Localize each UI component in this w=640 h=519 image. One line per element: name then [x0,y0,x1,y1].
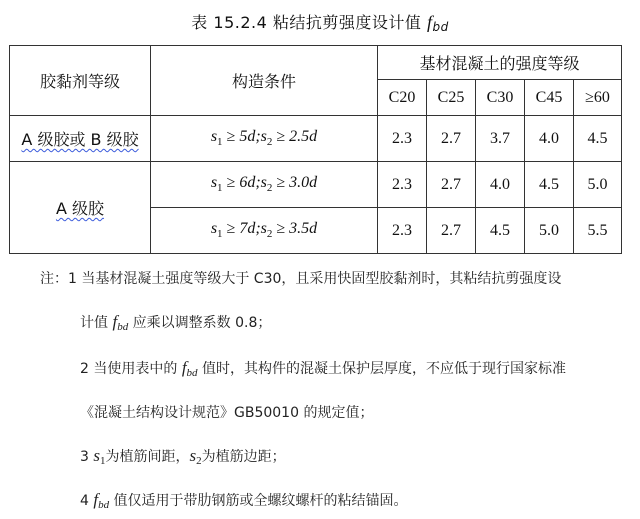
note-1-line-b: 计值 $f_{bd}$ 应乘以调整系数 0.8； [80,312,272,333]
row3-value-c20: 2.3 [378,208,427,254]
note-2-line-a: 2 当使用表中的 $f_{bd}$ 值时，其构件的混凝土保护层厚度，不应低于现行国家标准 [80,358,566,379]
row2-value-c25: 2.7 [427,162,476,208]
fbd-symbol: f [181,358,187,377]
row1-value-c30: 3.7 [476,116,525,162]
row2-grade: A 级胶 [10,162,151,254]
note-3: 3 $s_1$为植筋间距，$s_2$为植筋边距； [80,446,286,467]
header-strength: 基材混凝土的强度等级 [378,46,622,80]
fbd-symbol: f [93,490,99,509]
grade-c20: C20 [378,80,427,116]
row1-value-c25: 2.7 [427,116,476,162]
title-text: 表 15.2.4 粘结抗剪强度设计值 [191,13,427,32]
header-grade: 胶黏剂等级 [10,46,151,116]
row2-condition: $s_1$ ≥ $6d;s_2 \ge 3.0d$ [151,162,378,208]
row3-condition: $s_1$ ≥ $7d;s_2 \ge 3.5d$ [151,208,378,254]
header-row [10,46,622,80]
row1-grade: A 级胶或 B 级胶 [10,116,151,162]
note-1-line-a: 注：1 当基材混凝土强度等级大于 C30，且采用快固型胶黏剂时，其粘结抗剪强度设 [40,271,562,287]
title-subscript: bd [432,20,449,34]
table-row [10,162,622,208]
fbd-symbol: f [112,312,118,331]
grade-c60: ≥60 [574,80,622,116]
row3-value-c25: 2.7 [427,208,476,254]
row1-value-c45: 4.0 [525,116,574,162]
row3-value-c45: 5.0 [525,208,574,254]
note-4: 4 $f_{bd}$ 值仅适用于带肋钢筋或全螺纹螺杆的粘结锚固。 [80,490,408,511]
grade-c45: C45 [525,80,574,116]
grade-c25: C25 [427,80,476,116]
row2-value-c45: 4.5 [525,162,574,208]
s2-symbol: s [189,446,197,465]
s1-symbol: s [93,446,100,465]
table-title [0,10,640,34]
header-condition: 构造条件 [151,46,378,116]
grade-c30: C30 [476,80,525,116]
row1-condition: $s_1$ ≥ $5d;s_2 \ge 2.5d$ [151,116,378,162]
note-2-line-b: 《混凝土结构设计规范》GB50010 的规定值； [80,405,374,421]
row3-value-c30: 4.5 [476,208,525,254]
strength-table [9,45,622,254]
table-row [10,116,622,162]
row2-value-c60: 5.0 [574,162,622,208]
row2-value-c30: 4.0 [476,162,525,208]
row2-value-c20: 2.3 [378,162,427,208]
row3-value-c60: 5.5 [574,208,622,254]
row1-value-c60: 4.5 [574,116,622,162]
row1-value-c20: 2.3 [378,116,427,162]
title-symbol: f [426,12,433,32]
